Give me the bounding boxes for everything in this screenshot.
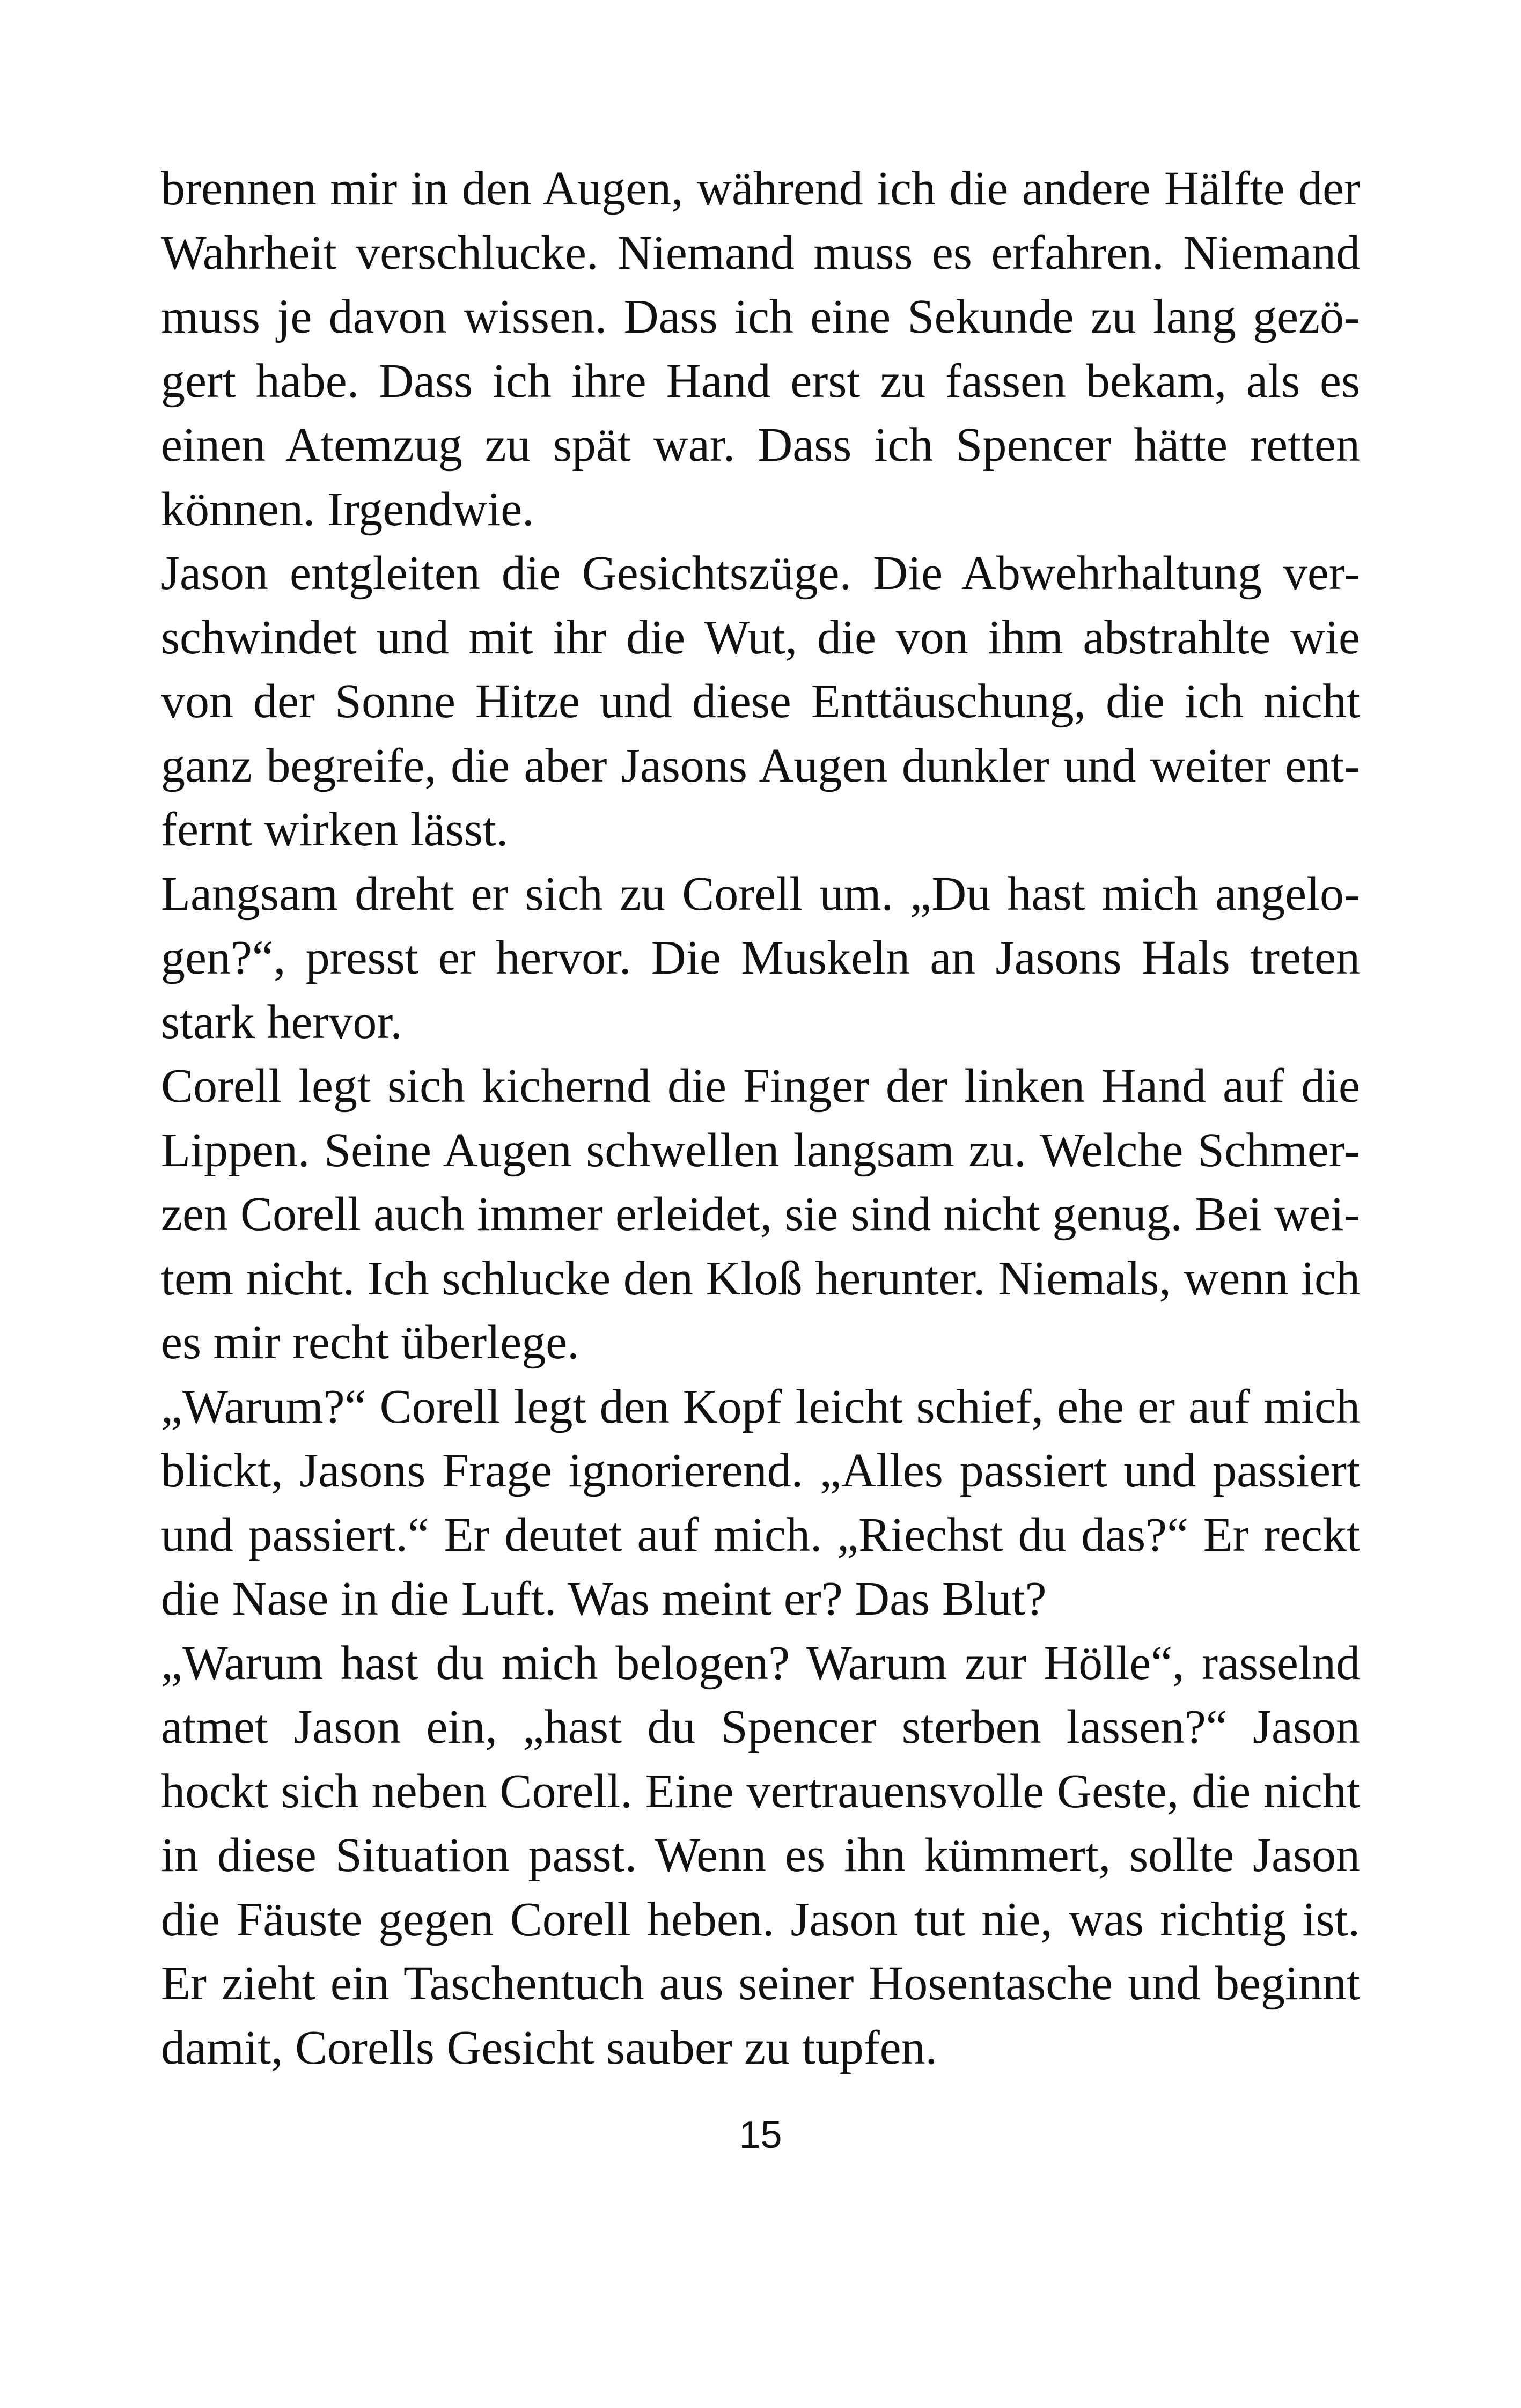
text-line: „Warum?“ Corell legt den Kopf leicht schief, ehe er auf mich [161, 1380, 1360, 1433]
text-line: von der Sonne Hitze und diese Enttäuschung, die ich nicht [161, 675, 1360, 728]
text-line: ganz begreife, die aber Jasons Augen dunkler und weiter ent- [161, 739, 1360, 792]
text-line: die Fäuste gegen Corell heben. Jason tut nie, was richtig ist. [161, 1892, 1360, 1946]
text-line: schwindet und mit ihr die Wut, die von ihm abstrahlte wie [161, 610, 1360, 664]
text-line: Corell legt sich kichernd die Finger der linken Hand auf die [161, 1059, 1360, 1113]
body-text [161, 157, 1360, 2080]
text-line: Lippen. Seine Augen schwellen langsam zu. Welche Schmer- [161, 1123, 1360, 1177]
text-line: Jason entgleiten die Gesichtszüge. Die Abwehrhaltung ver- [161, 547, 1360, 600]
text-line: in diese Situation passt. Wenn es ihn kümmert, sollte Jason [161, 1829, 1360, 1882]
text-line: muss je davon wissen. Dass ich eine Sekunde zu lang gezö- [161, 290, 1360, 343]
text-line: blickt, Jasons Frage ignorierend. „Alles passiert und passiert [161, 1444, 1360, 1497]
page-number: 15 [739, 2114, 782, 2156]
text-line: tem nicht. Ich schlucke den Kloß herunter. Niemals, wenn ich [161, 1251, 1360, 1305]
text-line: Wahrheit verschlucke. Niemand muss es erfahren. Niemand [161, 226, 1360, 279]
text-line: „Warum hast du mich belogen? Warum zur Hölle“, rasselnd [161, 1636, 1360, 1690]
text-line: hockt sich neben Corell. Eine vertrauensvolle Geste, die nicht [161, 1764, 1360, 1818]
text-line: brennen mir in den Augen, während ich die andere Hälfte der [161, 162, 1360, 215]
text-line: einen Atemzug zu spät war. Dass ich Spencer hätte retten [161, 418, 1360, 472]
text-line: die Nase in die Luft. Was meint er? Das Blut? [161, 1572, 1047, 1625]
text-line: Langsam dreht er sich zu Corell um. „Du hast mich angelo- [161, 867, 1360, 921]
text-line: stark hervor. [161, 995, 402, 1049]
text-line: gert habe. Dass ich ihre Hand erst zu fassen bekam, als es [161, 354, 1360, 408]
text-line: gen?“, presst er hervor. Die Muskeln an Jasons Hals treten [161, 931, 1360, 984]
text-line: es mir recht überlege. [161, 1316, 579, 1369]
text-line: fernt wirken lässt. [161, 803, 509, 856]
text-line: atmet Jason ein, „hast du Spencer sterben lassen?“ Jason [161, 1700, 1360, 1754]
text-line: Er zieht ein Taschentuch aus seiner Hosentasche und beginnt [161, 1957, 1360, 2010]
text-line: zen Corell auch immer erleidet, sie sind nicht genug. Bei wei- [161, 1188, 1360, 1241]
text-line: können. Irgendwie. [161, 482, 534, 536]
text-line: damit, Corells Gesicht sauber zu tupfen. [161, 2021, 938, 2074]
text-line: und passiert.“ Er deutet auf mich. „Riechst du das?“ Er reckt [161, 1508, 1360, 1562]
